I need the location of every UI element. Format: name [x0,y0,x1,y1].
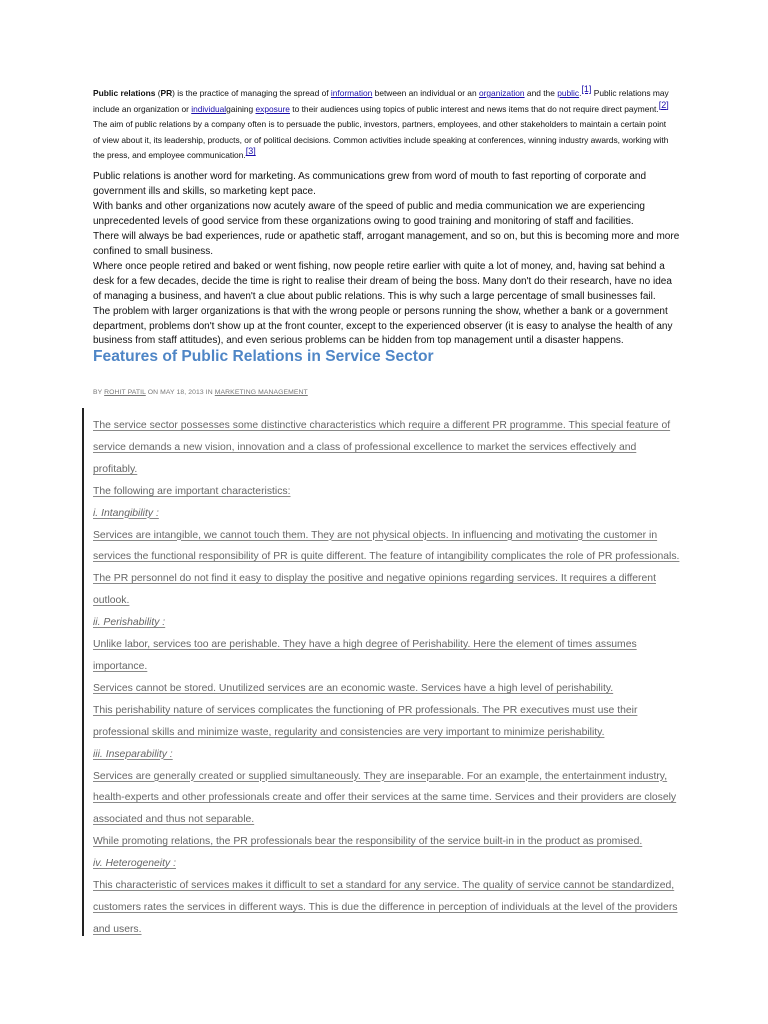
link-exposure[interactable]: exposure [255,103,290,114]
intro-text: to their audiences using topics of public interest and news items that do not require direct payment. [289,103,659,114]
intro-text: ( [155,88,161,98]
article-paragraph: Services cannot be stored. Unutilized services are an economic waste. Services have a high level of perishability. [93,682,614,694]
reference-1[interactable]: [1] [581,84,592,94]
intro-abbr: PR [160,88,173,98]
article-paragraph: The service sector possesses some distinctive characteristics which require a different PR programme. This special feature of service demands a new vision, innovation and a class of professional excellence to market the services effectively and profitably. [93,420,671,475]
lead-paragraph: The problem with larger organizations is that with the wrong people or persons running the show, whether a bank or a government department, problems don't show up at the front counter, except to the experienced observer (it is easy to analyse the health of any business from staff attitudes), and even serious problems can be hidden from top management until a disaster happens. [93,305,673,347]
link-information[interactable]: information [330,88,373,98]
intro-paragraph [93,86,675,164]
quote-border [82,408,84,936]
article-paragraph: Services are generally created or supplied simultaneously. They are inseparable. For an example, the entertainment industry, health-experts and other professionals create and offer their services at the same time. Services and their providers are closely associated and thus not separable. [93,770,677,826]
article-paragraph: Unlike labor, services too are perishable. They have a high degree of Perishability. Here the element of times assumes importance. [93,639,637,672]
byline-date: ON MAY 18, 2013 IN [145,389,215,396]
section-heading-heterogeneity: iv. Heterogeneity : [93,858,176,870]
article-paragraph: This perishability nature of services complicates the functioning of PR professionals. The PR executives must use their professional skills and minimize waste, regularity and consistencies are very important to minimize perishability. [93,704,638,738]
lead-paragraph: Where once people retired and baked or went fishing, now people retire earlier with quite a lot of money, and, having sat behind a desk for a few decades, decide the time is right to realise their dream of being the boss. Many don't do their research, have no idea of managing a business, and haven't a clue about public relations. This is why such a large percentage of small businesses fail. [93,260,672,302]
link-public[interactable]: public [557,88,580,98]
intro-text: Public relations may include an organization or [93,88,669,114]
article-paragraph: The following are important characteristics: [93,485,291,497]
lead-section [93,170,683,349]
article-paragraph: This characteristic of services makes it difficult to set a standard for any service. The quality of service cannot be standardized, customers rates the services in different ways. This is due the difference in perception of individuals at the level of the providers and users. [93,880,678,935]
intro-text: and the [524,88,558,98]
article-body [93,415,683,941]
category-link[interactable]: MARKETING MANAGEMENT [214,389,308,396]
intro-text: . [579,88,582,98]
section-heading-intangibility: i. Intangibility : [93,507,159,519]
article-paragraph: Services are intangible, we cannot touch them. They are not physical objects. In influencing and motivating the customer in services the functional responsibility of PR is quite different. The feature of intangibility complicates the role of PR professionals. The PR personnel do not find it easy to display the positive and negative opinions regarding services. It requires a different outlook. [93,529,680,607]
article-paragraph: While promoting relations, the PR professionals bear the responsibility of the service built-in in the product as promised. [93,836,643,848]
article-title: Features of Public Relations in Service Sector [93,348,434,365]
section-heading-inseparability: iii. Inseparability : [93,748,173,760]
intro-text: between an individual or an [372,88,479,98]
intro-text: The aim of public relations by a company often is to persuade the public, investors, partners, employees, and other stakeholders to maintain a certain point of view about it, its leadership, products, or of political decisions. Common activities include speaking at conferences, winning industry awards, working with the press, and employee communication. [93,119,669,161]
link-individual[interactable]: individual [191,103,227,114]
reference-3[interactable]: [3] [245,146,256,157]
author-link[interactable]: ROHIT PATIL [104,389,146,396]
intro-term: Public relations [93,88,156,98]
lead-paragraph: Public relations is another word for marketing. As communications grew from word of mouth to fast reporting of corporate and government ills and skills, so marketing kept pace. [93,171,647,197]
intro-text: gaining [226,103,256,114]
byline-by: BY [93,389,105,396]
link-organization[interactable]: organization [478,88,525,98]
intro-text: ) is the practice of managing the spread of [172,88,331,98]
reference-2[interactable]: [2] [658,99,669,110]
section-heading-perishability: ii. Perishability : [93,617,166,629]
lead-paragraph: There will always be bad experiences, rude or apathetic staff, arrogant management, and so on, but this is becoming more and more confined to small business. [93,230,680,257]
lead-paragraph: With banks and other organizations now acutely aware of the speed of public and media communication we are experiencing unprecedented levels of good service from these organizations owing to good training and monitoring of staff and facilities. [93,200,645,227]
article-byline [93,389,308,396]
